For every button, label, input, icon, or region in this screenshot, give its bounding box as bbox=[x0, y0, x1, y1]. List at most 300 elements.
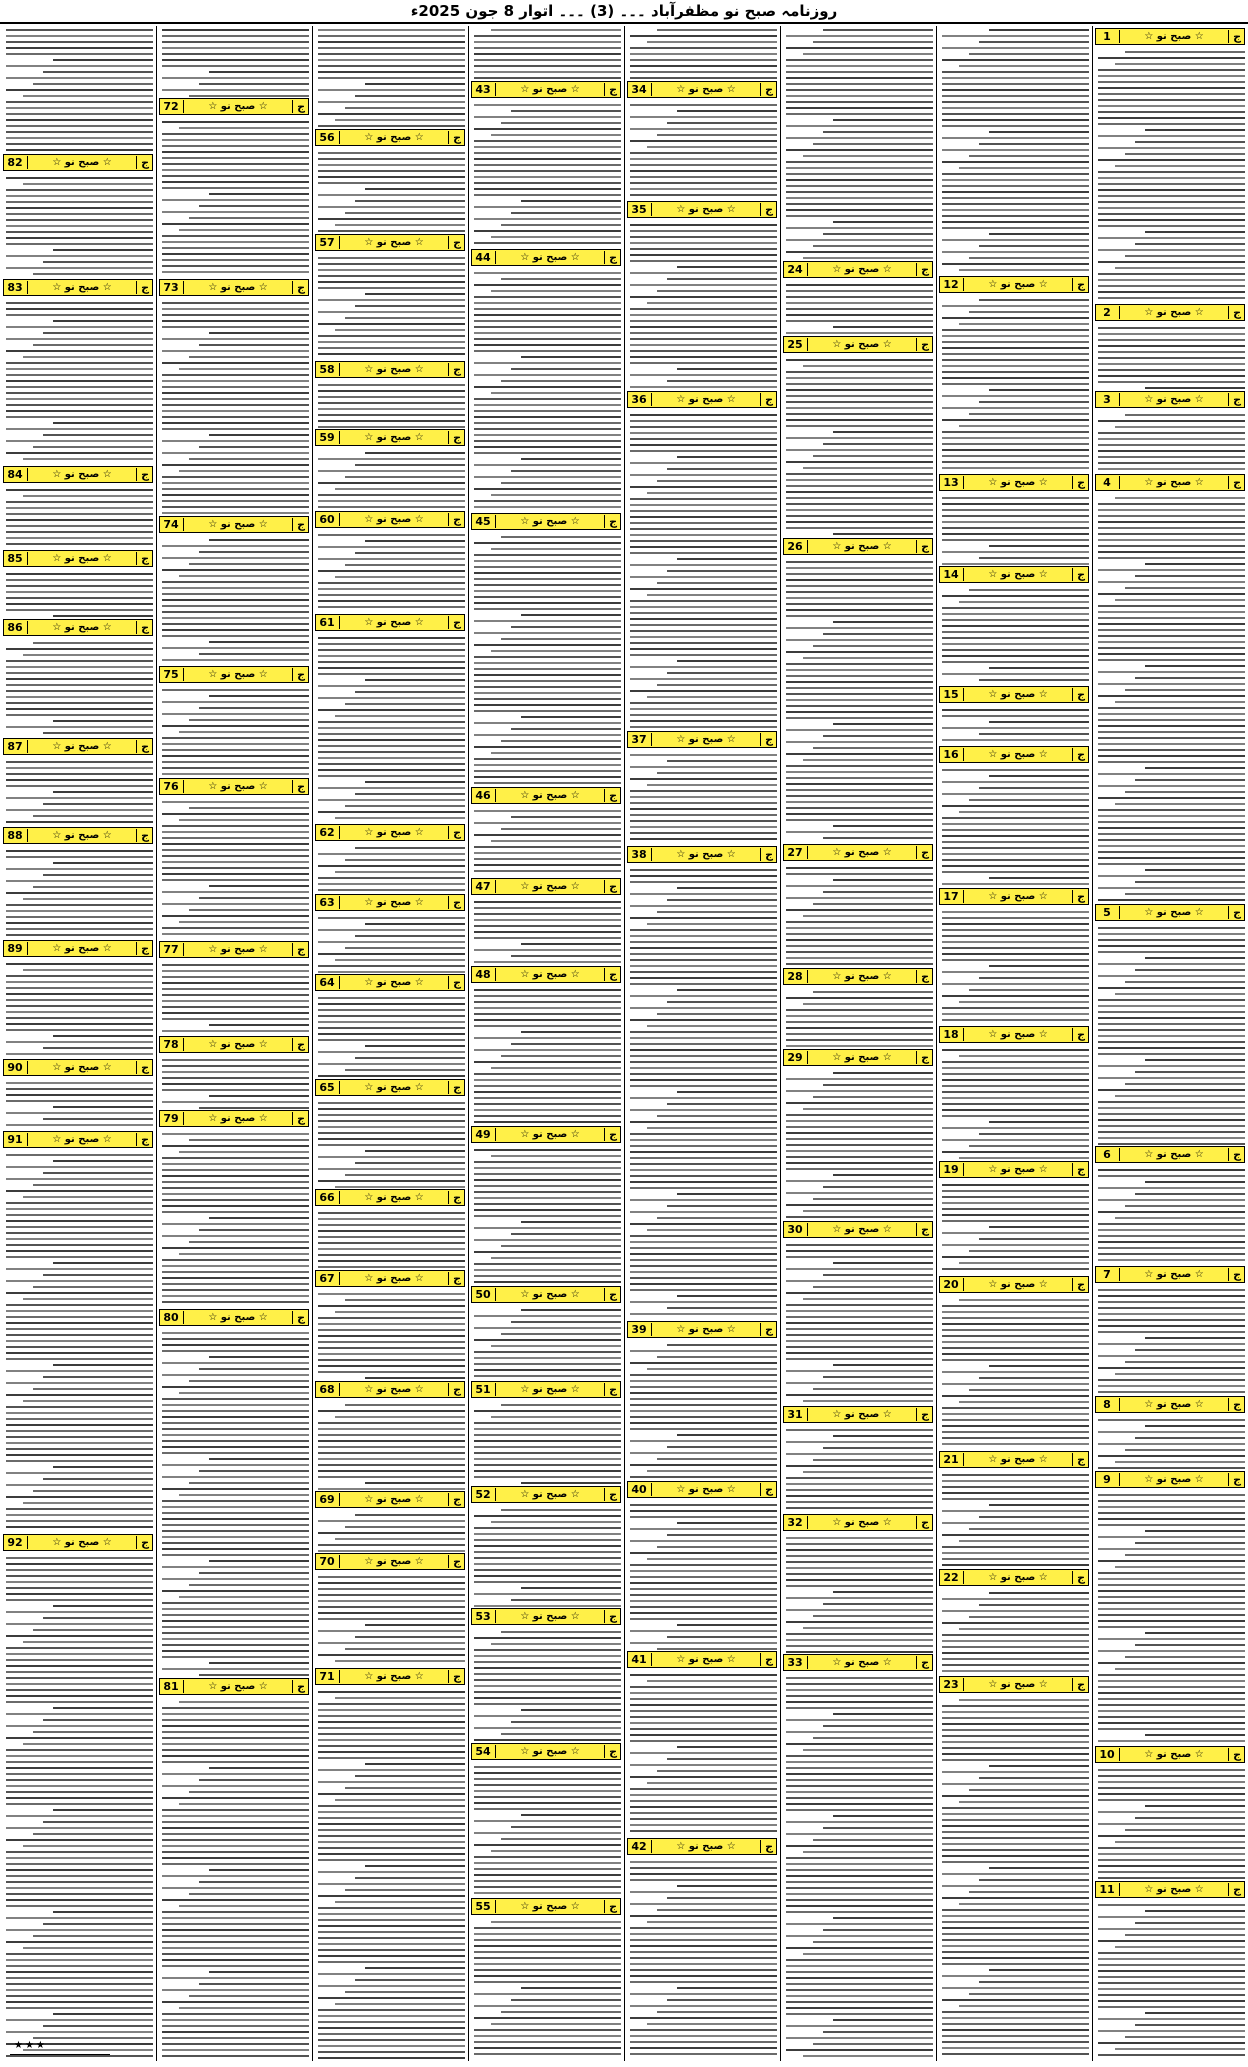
text-line bbox=[189, 1893, 309, 1895]
text-line bbox=[1145, 1805, 1245, 1807]
text-line bbox=[474, 1739, 621, 1741]
text-line bbox=[942, 1196, 1089, 1198]
text-line bbox=[942, 947, 1089, 949]
text-line bbox=[630, 2053, 777, 2055]
text-line bbox=[803, 1298, 933, 1300]
text-line bbox=[942, 739, 1089, 741]
story-label bbox=[627, 391, 777, 408]
text-line bbox=[942, 817, 1089, 819]
text-line bbox=[162, 1145, 309, 1147]
text-line bbox=[162, 362, 309, 364]
text-line bbox=[813, 143, 933, 145]
text-line bbox=[1098, 1089, 1245, 1091]
text-line bbox=[162, 1713, 309, 1715]
text-line bbox=[1098, 1590, 1245, 1592]
text-line bbox=[630, 426, 777, 428]
text-line bbox=[786, 1597, 933, 1599]
text-line bbox=[474, 1563, 621, 1565]
text-line bbox=[942, 1208, 1089, 1210]
story-label bbox=[471, 1743, 621, 1760]
text-line bbox=[474, 1440, 621, 1442]
text-line bbox=[162, 1638, 309, 1640]
text-line bbox=[786, 813, 933, 815]
text-line bbox=[1145, 563, 1245, 565]
text-line bbox=[474, 770, 621, 772]
text-line bbox=[521, 1709, 621, 1711]
text-line bbox=[630, 242, 777, 244]
text-line bbox=[1098, 1005, 1245, 1007]
text-line bbox=[942, 539, 1089, 541]
story-label-title: ☆ صبح نو ☆ bbox=[208, 944, 268, 955]
text-line bbox=[162, 1332, 309, 1334]
text-line bbox=[318, 1757, 465, 1759]
text-line bbox=[657, 911, 777, 913]
text-line bbox=[6, 1989, 153, 1991]
text-line bbox=[1125, 1361, 1245, 1363]
text-line bbox=[318, 1120, 465, 1122]
story-label bbox=[315, 1553, 465, 1570]
text-line bbox=[803, 155, 933, 157]
text-line bbox=[979, 787, 1089, 789]
text-line bbox=[318, 420, 465, 422]
text-line bbox=[318, 769, 465, 771]
text-line bbox=[786, 1244, 933, 1246]
text-line bbox=[318, 1835, 465, 1837]
text-line bbox=[474, 662, 621, 664]
story-label-mark: ج bbox=[1228, 1473, 1241, 1486]
text-line bbox=[199, 1107, 309, 1109]
text-line bbox=[474, 1874, 621, 1876]
text-line bbox=[501, 1055, 621, 1057]
text-line bbox=[474, 1097, 621, 1099]
text-line bbox=[162, 157, 309, 159]
text-line bbox=[318, 929, 465, 931]
text-line bbox=[786, 296, 933, 298]
story-number: 6 bbox=[1099, 1148, 1120, 1161]
story-label bbox=[315, 361, 465, 378]
text-line bbox=[1125, 2036, 1245, 2038]
text-line bbox=[969, 1145, 1089, 1147]
text-line bbox=[1098, 117, 1245, 119]
story-label-title: ☆ صبح نو ☆ bbox=[52, 741, 112, 752]
text-line bbox=[1115, 1095, 1245, 1097]
story-label-title: ☆ صبح نو ☆ bbox=[988, 891, 1048, 902]
text-line bbox=[474, 572, 621, 574]
text-line bbox=[6, 1088, 153, 1090]
text-line bbox=[162, 605, 309, 607]
text-line bbox=[23, 1743, 153, 1745]
text-line bbox=[199, 653, 309, 655]
text-line bbox=[1098, 569, 1245, 571]
text-line bbox=[1098, 1385, 1245, 1387]
text-line bbox=[630, 808, 777, 810]
text-line bbox=[942, 631, 1089, 633]
text-line bbox=[335, 1901, 465, 1903]
text-line bbox=[162, 1929, 309, 1931]
text-line bbox=[318, 582, 465, 584]
story-label-title: ☆ صبح نو ☆ bbox=[988, 1279, 1048, 1290]
story-number: 49 bbox=[475, 1128, 496, 1141]
text-line bbox=[630, 1416, 777, 1418]
text-line bbox=[786, 1328, 933, 1330]
text-line bbox=[318, 2039, 465, 2041]
text-line bbox=[1098, 1235, 1245, 1237]
text-line bbox=[1098, 345, 1245, 347]
text-line bbox=[1098, 1107, 1245, 1109]
text-line bbox=[803, 1749, 933, 1751]
text-line bbox=[365, 1482, 465, 1484]
text-line bbox=[786, 963, 933, 965]
text-line bbox=[318, 1422, 465, 1424]
text-line bbox=[942, 1359, 1089, 1361]
text-line bbox=[162, 837, 309, 839]
text-line bbox=[318, 1126, 465, 1128]
text-line bbox=[786, 765, 933, 767]
story-label-title: ☆ صبح نو ☆ bbox=[520, 790, 580, 801]
text-line bbox=[318, 1576, 465, 1578]
text-line bbox=[786, 1192, 933, 1194]
story-label-mark: ج bbox=[136, 468, 149, 481]
story-label-mark: ج bbox=[760, 848, 773, 861]
text-line bbox=[786, 77, 933, 79]
text-line bbox=[942, 1232, 1089, 1234]
text-line bbox=[345, 1404, 465, 1406]
text-line bbox=[803, 1400, 933, 1402]
text-line bbox=[786, 1537, 933, 1539]
text-line bbox=[630, 522, 777, 524]
text-line bbox=[1098, 1686, 1245, 1688]
text-line bbox=[162, 2013, 309, 2015]
text-line bbox=[942, 1825, 1089, 1827]
text-line bbox=[786, 1651, 933, 1653]
text-line bbox=[318, 883, 465, 885]
text-line bbox=[318, 125, 465, 127]
story-label-mark: ج bbox=[1072, 476, 1085, 489]
text-line bbox=[786, 251, 933, 253]
text-line bbox=[786, 1126, 933, 1128]
text-line bbox=[1098, 1853, 1245, 1855]
text-line bbox=[630, 1055, 777, 1057]
text-line bbox=[630, 564, 777, 566]
text-line bbox=[6, 1623, 153, 1625]
text-line bbox=[786, 1935, 933, 1937]
text-line bbox=[667, 760, 777, 762]
story-label-mark: ج bbox=[604, 1900, 617, 1913]
text-line bbox=[630, 977, 777, 979]
text-line bbox=[823, 1376, 933, 1378]
text-line bbox=[833, 1815, 933, 1817]
text-line bbox=[318, 1021, 465, 1023]
story-label-mark: ج bbox=[448, 976, 461, 989]
text-line bbox=[630, 1073, 777, 1075]
text-line bbox=[786, 407, 933, 409]
text-line bbox=[501, 482, 621, 484]
text-line bbox=[630, 1686, 777, 1688]
text-line bbox=[345, 1648, 465, 1650]
text-line bbox=[786, 1983, 933, 1985]
text-line bbox=[677, 1885, 777, 1887]
text-line bbox=[942, 35, 1089, 37]
text-line bbox=[1098, 1247, 1245, 1249]
text-line bbox=[474, 1691, 621, 1693]
text-line bbox=[942, 185, 1089, 187]
story-number: 77 bbox=[163, 943, 184, 956]
story-label-mark: ج bbox=[448, 1081, 461, 1094]
text-line bbox=[942, 2017, 1089, 2019]
text-line bbox=[677, 110, 777, 112]
text-line bbox=[959, 1801, 1089, 1803]
story-label-mark: ج bbox=[292, 668, 305, 681]
text-line bbox=[786, 819, 933, 821]
text-line bbox=[318, 2021, 465, 2023]
text-line bbox=[1098, 545, 1245, 547]
text-line bbox=[162, 380, 309, 382]
text-line bbox=[162, 223, 309, 225]
text-line bbox=[942, 1717, 1089, 1719]
text-line bbox=[162, 1065, 309, 1067]
story-label-mark: ج bbox=[292, 100, 305, 113]
text-line bbox=[318, 1985, 465, 1987]
text-line bbox=[630, 1476, 777, 1478]
text-line bbox=[474, 1679, 621, 1681]
text-line bbox=[630, 947, 777, 949]
text-line bbox=[318, 35, 465, 37]
story-label-title: ☆ صبح نو ☆ bbox=[832, 339, 892, 350]
text-line bbox=[942, 1443, 1089, 1445]
text-line bbox=[630, 881, 777, 883]
text-line bbox=[1145, 665, 1245, 667]
text-line bbox=[491, 494, 621, 496]
story-number: 78 bbox=[163, 1038, 184, 1051]
text-line bbox=[6, 1713, 153, 1715]
text-line bbox=[365, 540, 465, 542]
text-line bbox=[786, 191, 933, 193]
text-line bbox=[474, 1715, 621, 1717]
text-line bbox=[189, 1241, 309, 1243]
text-line bbox=[630, 1464, 777, 1466]
text-line bbox=[1115, 803, 1245, 805]
text-line bbox=[1115, 1566, 1245, 1568]
text-line bbox=[162, 2043, 309, 2045]
text-line bbox=[630, 1037, 777, 1039]
text-line bbox=[162, 1506, 309, 1508]
text-line bbox=[942, 1437, 1089, 1439]
story-label bbox=[1095, 1396, 1245, 1413]
text-line bbox=[501, 278, 621, 280]
text-line bbox=[511, 1599, 621, 1601]
text-line bbox=[630, 1969, 777, 1971]
text-line bbox=[318, 558, 465, 560]
text-line bbox=[823, 1725, 933, 1727]
text-line bbox=[803, 257, 933, 259]
text-line bbox=[474, 764, 621, 766]
text-line bbox=[318, 570, 465, 572]
text-line bbox=[1098, 462, 1245, 464]
text-line bbox=[833, 1072, 933, 1074]
text-line bbox=[318, 1452, 465, 1454]
text-line bbox=[162, 1578, 309, 1580]
text-line bbox=[6, 1815, 153, 1817]
text-line bbox=[942, 1646, 1089, 1648]
text-line bbox=[942, 1085, 1089, 1087]
story-label-mark: ج bbox=[760, 1483, 773, 1496]
text-line bbox=[630, 1788, 777, 1790]
text-line bbox=[43, 1376, 153, 1378]
text-line bbox=[318, 775, 465, 777]
text-line bbox=[474, 476, 621, 478]
text-line bbox=[959, 1055, 1089, 1057]
text-line bbox=[6, 149, 153, 151]
text-line bbox=[786, 1689, 933, 1691]
story-number: 23 bbox=[943, 1678, 964, 1691]
text-line bbox=[630, 386, 777, 388]
text-line bbox=[355, 691, 465, 693]
text-line bbox=[355, 935, 465, 937]
text-line bbox=[23, 654, 153, 656]
text-line bbox=[474, 182, 621, 184]
story-label-mark: ج bbox=[604, 1610, 617, 1623]
story-label bbox=[3, 279, 153, 296]
text-line bbox=[511, 212, 621, 214]
text-line bbox=[318, 323, 465, 325]
text-line bbox=[6, 1749, 153, 1751]
text-line bbox=[630, 778, 777, 780]
text-line bbox=[162, 1362, 309, 1364]
text-line bbox=[162, 891, 309, 893]
text-line bbox=[786, 807, 933, 809]
text-line bbox=[6, 1785, 153, 1787]
text-line bbox=[942, 2053, 1089, 2055]
text-line bbox=[942, 371, 1089, 373]
text-line bbox=[521, 1987, 621, 1989]
text-line bbox=[474, 332, 621, 334]
text-line bbox=[959, 1628, 1089, 1630]
text-line bbox=[833, 326, 933, 328]
story-label-mark: ج bbox=[136, 621, 149, 634]
text-line bbox=[657, 1648, 777, 1650]
text-line bbox=[786, 515, 933, 517]
text-line bbox=[942, 2047, 1089, 2049]
story-label-mark: ج bbox=[604, 968, 617, 981]
text-line bbox=[162, 1518, 309, 1520]
text-line bbox=[942, 1564, 1089, 1566]
text-line bbox=[813, 1459, 933, 1461]
text-line bbox=[1098, 1325, 1245, 1327]
story-label bbox=[1095, 1746, 1245, 1763]
text-line bbox=[1125, 414, 1245, 416]
text-line bbox=[6, 380, 153, 382]
text-line bbox=[6, 779, 153, 781]
text-line bbox=[979, 1238, 1089, 1240]
text-line bbox=[1098, 261, 1245, 263]
text-line bbox=[474, 2041, 621, 2043]
text-line bbox=[318, 1793, 465, 1795]
text-line bbox=[501, 380, 621, 382]
text-line bbox=[786, 705, 933, 707]
text-line bbox=[6, 338, 153, 340]
news-column bbox=[312, 26, 468, 2061]
text-line bbox=[630, 516, 777, 518]
text-line bbox=[474, 632, 621, 634]
text-line bbox=[209, 539, 309, 541]
story-label bbox=[627, 846, 777, 863]
text-line bbox=[630, 1642, 777, 1644]
text-line bbox=[6, 1017, 153, 1019]
text-line bbox=[162, 725, 309, 727]
story-number: 51 bbox=[475, 1383, 496, 1396]
text-line bbox=[647, 2023, 777, 2025]
text-line bbox=[942, 89, 1089, 91]
text-line bbox=[1098, 1799, 1245, 1801]
text-line bbox=[630, 248, 777, 250]
story-label-title: ☆ صبح نو ☆ bbox=[988, 689, 1048, 700]
text-line bbox=[786, 65, 933, 67]
text-line bbox=[942, 329, 1089, 331]
text-line bbox=[989, 545, 1089, 547]
text-line bbox=[942, 113, 1089, 115]
story-label-mark: ج bbox=[292, 1680, 305, 1693]
text-line bbox=[162, 265, 309, 267]
text-line bbox=[365, 188, 465, 190]
text-line bbox=[53, 1466, 153, 1468]
text-line bbox=[335, 1660, 465, 1662]
text-line bbox=[1098, 105, 1245, 107]
text-line bbox=[630, 995, 777, 997]
text-line bbox=[345, 476, 465, 478]
text-line bbox=[786, 1489, 933, 1491]
text-line bbox=[786, 777, 933, 779]
text-line bbox=[630, 618, 777, 620]
story-label-title: ☆ صبح نو ☆ bbox=[676, 204, 736, 215]
text-line bbox=[942, 1753, 1089, 1755]
text-line bbox=[474, 578, 621, 580]
text-line bbox=[969, 1250, 1089, 1252]
text-line bbox=[318, 1168, 465, 1170]
text-line bbox=[942, 1723, 1089, 1725]
story-label bbox=[1095, 1146, 1245, 1163]
text-line bbox=[318, 1709, 465, 1711]
text-line bbox=[474, 170, 621, 172]
text-line bbox=[162, 879, 309, 881]
text-line bbox=[630, 1915, 777, 1917]
text-line bbox=[942, 995, 1089, 997]
text-line bbox=[979, 1516, 1089, 1518]
text-line bbox=[630, 1716, 777, 1718]
text-line bbox=[53, 791, 153, 793]
text-line bbox=[501, 1509, 621, 1511]
text-line bbox=[942, 515, 1089, 517]
text-line bbox=[491, 1067, 621, 1069]
text-line bbox=[1115, 63, 1245, 65]
text-line bbox=[786, 302, 933, 304]
text-line bbox=[942, 407, 1089, 409]
text-line bbox=[179, 1494, 309, 1496]
text-line bbox=[1098, 1626, 1245, 1628]
text-line bbox=[162, 801, 309, 803]
text-line bbox=[318, 1341, 465, 1343]
text-line bbox=[1098, 737, 1245, 739]
text-line bbox=[630, 1235, 777, 1237]
text-line bbox=[474, 398, 621, 400]
text-line bbox=[162, 488, 309, 490]
text-line bbox=[162, 635, 309, 637]
text-line bbox=[6, 1029, 153, 1031]
text-line bbox=[474, 1527, 621, 1529]
text-line bbox=[162, 53, 309, 55]
text-line bbox=[6, 501, 153, 503]
text-line bbox=[6, 1671, 153, 1673]
text-line bbox=[942, 1474, 1089, 1476]
